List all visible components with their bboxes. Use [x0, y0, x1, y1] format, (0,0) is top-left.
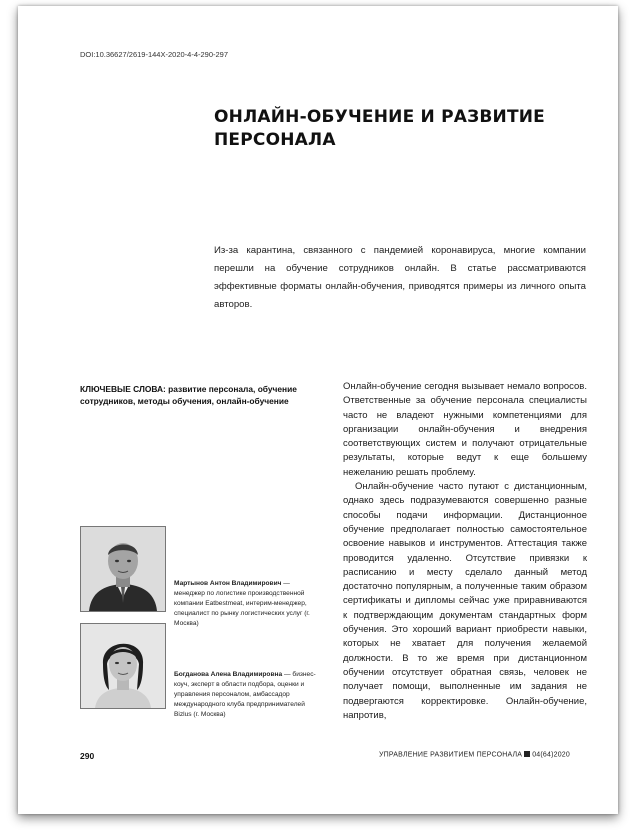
- square-separator-icon: [524, 751, 530, 757]
- journal-footer: [379, 751, 570, 759]
- page-number: 290: [80, 751, 95, 761]
- author-caption-1: [174, 579, 320, 629]
- author-caption-2: [174, 670, 320, 720]
- journal-name: УПРАВЛЕНИЕ РАЗВИТИЕМ ПЕРСОНАЛА: [379, 751, 523, 759]
- journal-page: [18, 6, 618, 814]
- journal-issue: 04(64)2020: [532, 751, 570, 759]
- author-photo-1: [80, 526, 166, 612]
- article-body: [343, 380, 587, 723]
- author-photo-2: [80, 623, 166, 709]
- keywords: КЛЮЧЕВЫЕ СЛОВА: развитие персонала, обучение сотрудников, методы обучения, онлайн-обучение: [80, 384, 297, 406]
- body-paragraph-2: Онлайн-обучение часто путают с дистанционным, однако здесь подразумеваются совершенно разные способы подачи информации. Дистанционное обучение предполагает полностью самостоятельное освоение навыков и инструментов. Аттестация также проводится удаленно. Отсутствие привязки к расписанию и месту сделало данный метод достаточно популярным, а полученные таким образом сертификаты и дипломы сейчас уже приравниваются к подтверждающим документам стандартных форм обучения. Это хороший вариант приобрести навыки, которых не хватает для получения желаемой должности. В то же время при дистанционном обучении отсутствует обратная связь, человек не получает помощи, выполненные им задания не подвергаются корректировке. Онлайн-обучение, напротив,: [343, 481, 587, 721]
- doi-label: DOI:10.36627/2619-144X-2020-4-4-290-297: [80, 50, 229, 59]
- author-description-2: — бизнес-коуч, эксперт в области подбора, оценки и управления персоналом, амбассадор международного клуба предпринимателей Bizlus (г. Москва): [174, 671, 316, 718]
- author-name-2: Богданова Алена Владимировна: [174, 671, 283, 678]
- article-title: ОНЛАЙН-ОБУЧЕНИЕ И РАЗВИТИЕ ПЕРСОНАЛА: [214, 107, 545, 150]
- author-name-1: Мартынов Антон Владимирович: [174, 580, 282, 587]
- body-paragraph-1: Онлайн-обучение сегодня вызывает немало вопросов. Ответственные за обучение персонала специалисты часто не владеют нужными компетенциями для организации онлайн-обучения и внедрения соответствующих систем и получают отрицательные результаты, которые ведут к еще большему нежеланию решать проблему.: [343, 381, 587, 478]
- author-description-1: — менеджер по логистике производственной компании Eatbestmeat, интерим-менеджер, специалист по рынку логистических услуг (г. Москва): [174, 580, 310, 627]
- article-abstract: Из-за карантина, связанного с пандемией коронавируса, многие компании перешли на обучение сотрудников онлайн. В статье рассматриваются эффективные форматы онлайн-обучения, приводятся примеры из личного опыта авторов.: [214, 245, 586, 310]
